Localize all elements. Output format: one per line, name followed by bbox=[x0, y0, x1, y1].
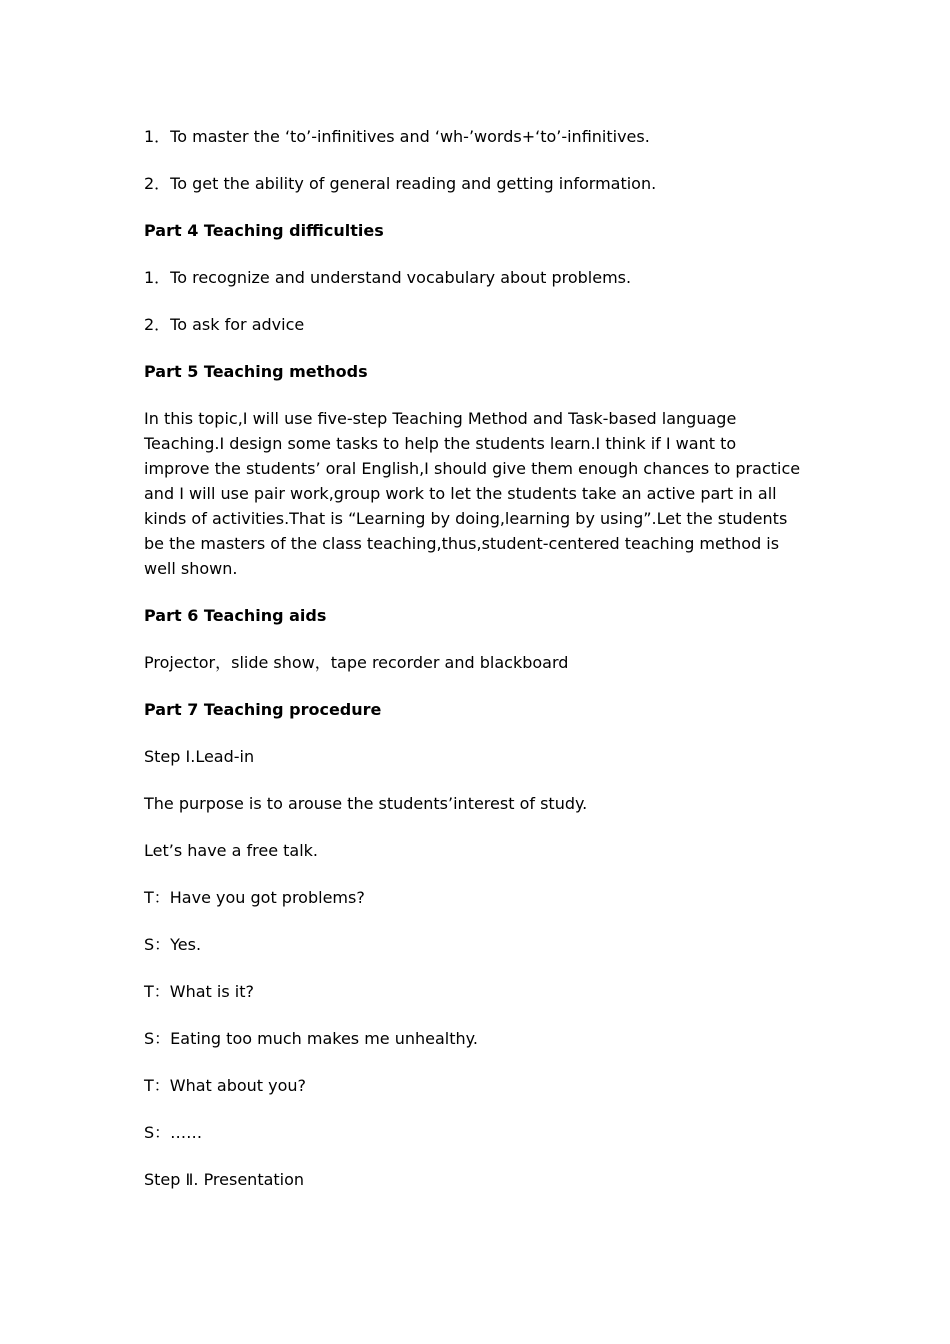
dialogue-line: T：What about you? bbox=[144, 1076, 307, 1095]
dialogue-line: T：What is it? bbox=[144, 982, 254, 1001]
part5-body: In this topic,I will use five-step Teaching Method and Task-based language Teaching.I design some tasks to help the students learn.I think if I want to improve the students’ oral English,I should give them enough chances to practice and I will use pair work,group work to let the students take an active part in all kinds of activities.That is “Learning by doing,learning by using”.Let the students be the masters of the class teaching,thus,student-centered teaching method is well shown. bbox=[144, 409, 806, 578]
free-talk-intro: Let’s have a free talk. bbox=[144, 841, 318, 860]
step1-purpose: The purpose is to arouse the students’interest of study. bbox=[144, 794, 588, 813]
dialogue-line: S：Eating too much makes me unhealthy. bbox=[144, 1029, 478, 1048]
part4-item-1: 1．To recognize and understand vocabulary about problems. bbox=[144, 268, 632, 287]
part6-heading: Part 6 Teaching aids bbox=[144, 606, 327, 625]
document-page bbox=[144, 124, 804, 1214]
part6-body: Projector，slide show，tape recorder and blackboard bbox=[144, 653, 569, 672]
part4-heading: Part 4 Teaching difficulties bbox=[144, 221, 384, 240]
step2-title: Step Ⅱ. Presentation bbox=[144, 1170, 305, 1189]
part4-item-2: 2．To ask for advice bbox=[144, 315, 305, 334]
step1-title: Step Ⅰ.Lead-in bbox=[144, 747, 255, 766]
dialogue-line: S：Yes. bbox=[144, 935, 202, 954]
dialogue-line: T：Have you got problems? bbox=[144, 888, 365, 907]
dialogue-line: S：…… bbox=[144, 1123, 203, 1142]
objective-1: 1．To master the ‘to’-infinitives and ‘wh-’words+‘to’-infinitives. bbox=[144, 127, 650, 146]
part7-heading: Part 7 Teaching procedure bbox=[144, 700, 382, 719]
part5-heading: Part 5 Teaching methods bbox=[144, 362, 368, 381]
objective-2: 2．To get the ability of general reading and getting information. bbox=[144, 174, 657, 193]
